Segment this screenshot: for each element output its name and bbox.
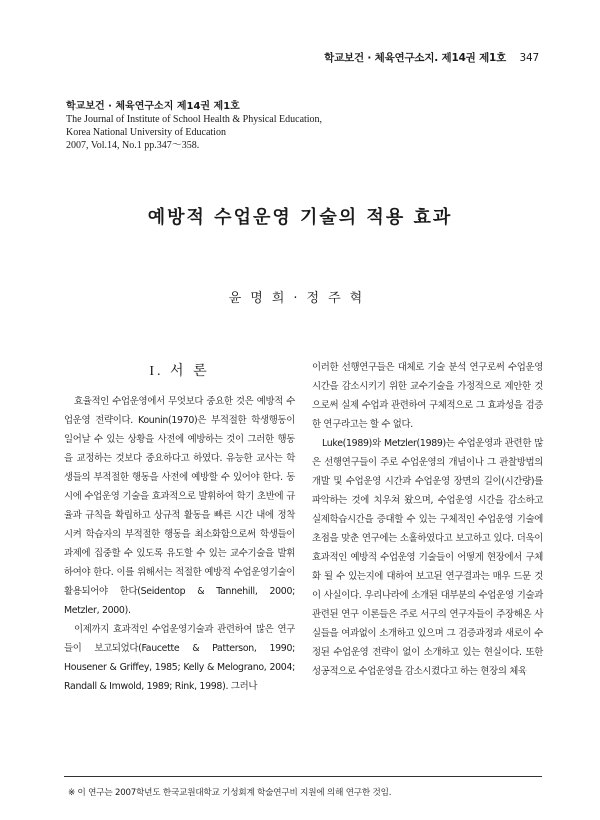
running-title: 학교보건 · 체육연구소지. 제14권 제1호 [324,52,507,64]
journal-info [66,100,322,152]
right-paragraph-2: Luke(1989)와 Metzler(1989)는 수업운영과 관련한 많은 선행연구들이 주로 수업운영의 개념이나 그 관찰방법의 개발 및 수업운영 시간과 수업운영 장면의 길이(시간량)를 파악하는 것에 치우쳐 왔으며, 수업운영 시간을 감소하고 실제학습시간을 증대할 수 있는 구체적인 수업운영 기술에 초점을 맞춘 연구에는 소홀하였다고 보고하고 있다. 더욱이 효과적인 예방적 수업운영 기술들이 어떻게 현장에서 구체화 될 수 있는지에 대하여 보고된 연구결과는 매우 드문 것이 사실이다. 우리나라에 소개된 대부분의 수업운영 기술과 관련된 연구 이론들은 주로 서구의 연구자들이 주장해온 사실들을 여과없이 소개하고 있으며 그 검증과정과 새로이 수정된 수업운영 전략이 없이 소개하고 있는 현실이다. 또한 성공적으로 수업운영을 감소시켰다고 하는 현장의 체육 [312,438,543,677]
page-number: 347 [519,52,539,64]
journal-english-line-1: The Journal of Institute of School Health & Physical Education, [66,114,323,125]
running-header [324,50,539,65]
journal-citation-line: 2007, Vol.14, No.1 pp.347～358. [66,140,200,151]
footnote: ※ 이 연구는 2007학년도 한국교원대학교 기성회계 학술연구비 지원에 의해 연구한 것임. [68,788,392,798]
paper-authors: 윤명희·정주혁 [228,291,372,306]
left-paragraph-1: 효율적인 수업운영에서 무엇보다 중요한 것은 예방적 수업운영 전략이다. Kounin(1970)은 부적절한 학생행동이 일어날 수 있는 상황을 사전에 예방하는 것이 그러한 행동을 교정하는 것보다 중요하다고 하였다. 유능한 교사는 학생들의 부적절한 행동을 사전에 예방할 수 있어야 한다. 동시에 수업운영 기술을 효과적으로 발휘하여 학기 초반에 규율과 규칙을 확립하고 상규적 활동을 빠른 시간 내에 정착시켜 학습자의 부적절한 행동을 최소화함으로써 학생들이 과제에 집중할 수 있도록 유도할 수 있는 교수기술을 발휘하여야 한다. 이를 위해서는 적절한 예방적 수업운영기술이 활용되어야 한다(Seidentop & Tannehill, 2000; Metzler, 2000). [64,396,295,616]
section-heading: I. 서 론 [149,364,210,379]
right-column [312,358,543,681]
left-paragraph-2: 이제까지 효과적인 수업운영기술과 관련하여 많은 연구들이 보고되었다(Faucette & Patterson, 1990; Housener & Griffey, 1985; Kelly & Melograno, 2004; Randall & Imwold, 1989; Rink, 1998). 그러나 [64,624,295,692]
journal-korean-line: 학교보건 · 체육연구소지 제14권 제1호 [66,101,240,112]
right-paragraph-1: 이러한 선행연구들은 대체로 기술 분석 연구로써 수업운영시간을 감소시키기 위한 교수기술을 가정적으로 제안한 것으로써 실제 수업과 관련하여 구체적으로 그 효과성을 검증한 연구라고는 할 수 없다. [312,362,543,430]
paper-title: 예방적 수업운영 기술의 적용 효과 [147,207,453,228]
journal-english-line-2: Korea National University of Education [66,127,226,138]
left-column [64,358,295,696]
footnote-divider [64,776,542,777]
